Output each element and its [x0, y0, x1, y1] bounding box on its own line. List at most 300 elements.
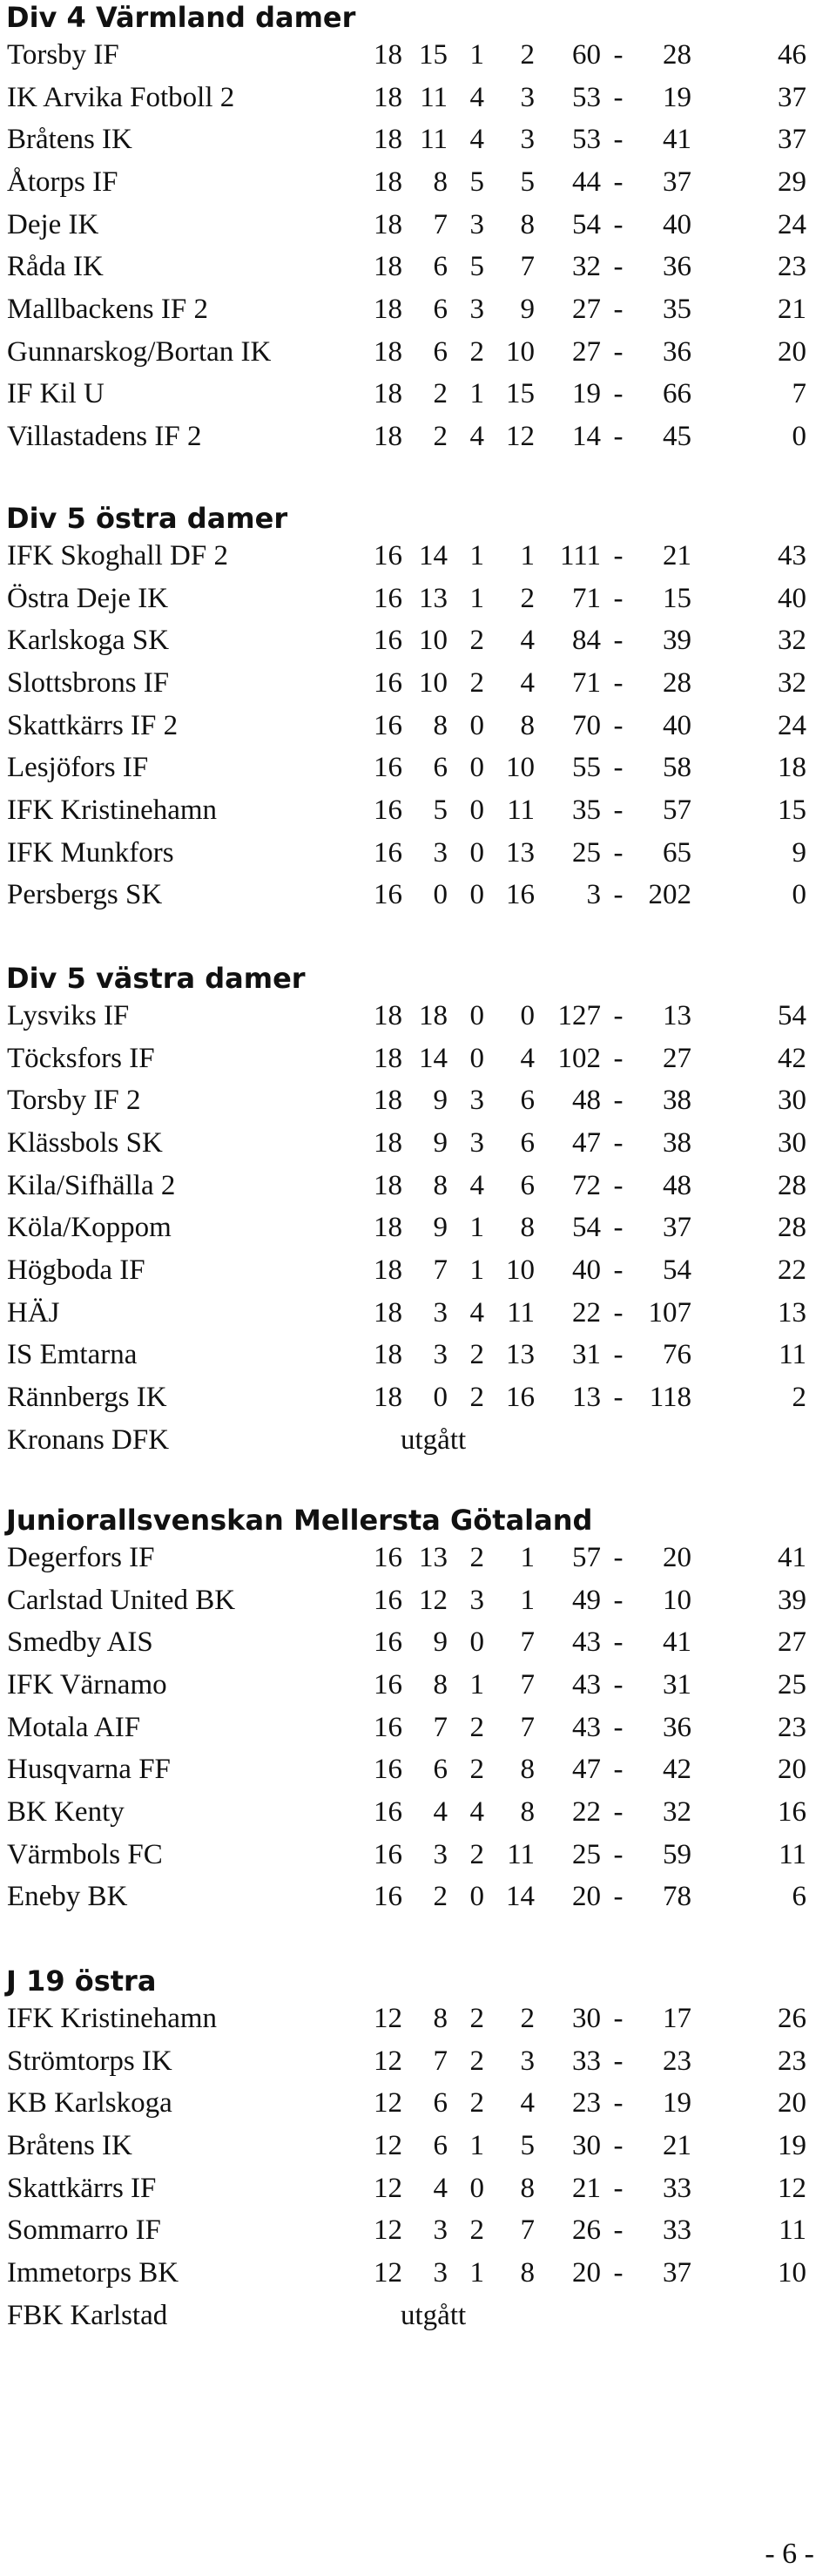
- goals-for-cell: 26: [572, 2214, 601, 2246]
- team-name: Åtorps IF: [7, 166, 118, 198]
- lost-cell: 1: [520, 540, 535, 571]
- points-cell: 24: [778, 710, 806, 741]
- table-row: [0, 1837, 836, 1872]
- goals-against-cell: 58: [663, 752, 691, 783]
- won-cell: 18: [419, 1000, 448, 1031]
- table-row: [0, 335, 836, 369]
- team-name: Köla/Koppom: [7, 1212, 172, 1243]
- team-name: Värmbols FC: [7, 1839, 163, 1870]
- goals-against-cell: 37: [663, 2257, 691, 2289]
- goals-for-cell: 70: [572, 710, 601, 741]
- goals-for-cell: 30: [572, 2130, 601, 2161]
- goals-against-cell: 23: [663, 2045, 691, 2077]
- score-separator: -: [613, 2173, 624, 2204]
- team-name: IK Arvika Fotboll 2: [7, 82, 235, 113]
- lost-cell: 6: [520, 1127, 535, 1159]
- played-cell: 12: [374, 2087, 402, 2119]
- score-separator: -: [613, 82, 624, 113]
- lost-cell: 16: [506, 1382, 535, 1413]
- table-row: [0, 793, 836, 828]
- score-separator: -: [613, 1382, 624, 1413]
- team-name: Persbergs SK: [7, 879, 163, 910]
- goals-against-cell: 36: [663, 251, 691, 282]
- drawn-cell: 3: [469, 1085, 484, 1116]
- drawn-cell: 2: [469, 1839, 484, 1870]
- score-separator: -: [613, 583, 624, 614]
- won-cell: 14: [419, 540, 448, 571]
- lost-cell: 2: [520, 2003, 535, 2034]
- played-cell: 18: [374, 124, 402, 155]
- played-cell: 18: [374, 1297, 402, 1329]
- score-separator: -: [613, 2130, 624, 2161]
- points-cell: 9: [792, 837, 806, 869]
- goals-for-cell: 72: [572, 1170, 601, 1201]
- points-cell: 12: [778, 2173, 806, 2204]
- won-cell: 7: [433, 2045, 448, 2077]
- drawn-cell: 0: [469, 752, 484, 783]
- drawn-cell: 1: [469, 2257, 484, 2289]
- goals-for-cell: 22: [572, 1297, 601, 1329]
- section-title: Div 4 Värmland damer: [6, 1, 356, 34]
- team-name: Bråtens IK: [7, 2130, 132, 2161]
- played-cell: 18: [374, 82, 402, 113]
- lost-cell: 3: [520, 2045, 535, 2077]
- goals-against-cell: 28: [663, 667, 691, 699]
- played-cell: 12: [374, 2045, 402, 2077]
- table-row: [0, 1625, 836, 1660]
- points-cell: 42: [778, 1043, 806, 1074]
- drawn-cell: 5: [469, 251, 484, 282]
- won-cell: 9: [433, 1626, 448, 1658]
- team-name: IFK Kristinehamn: [7, 794, 218, 826]
- goals-for-cell: 49: [572, 1585, 601, 1616]
- score-separator: -: [613, 2087, 624, 2119]
- won-cell: 6: [433, 2130, 448, 2161]
- goals-against-cell: 118: [649, 1382, 691, 1413]
- score-separator: -: [613, 1297, 624, 1329]
- lost-cell: 6: [520, 1085, 535, 1116]
- table-row: [0, 538, 836, 573]
- won-cell: 2: [433, 421, 448, 452]
- goals-for-cell: 54: [572, 209, 601, 240]
- team-name: Kronans DFK: [7, 1424, 170, 1456]
- won-cell: 3: [433, 2257, 448, 2289]
- drawn-cell: 4: [469, 82, 484, 113]
- table-row: [0, 1423, 836, 1457]
- lost-cell: 1: [520, 1585, 535, 1616]
- played-cell: 18: [374, 166, 402, 198]
- table-row: [0, 750, 836, 785]
- drawn-cell: 1: [469, 378, 484, 409]
- won-cell: 7: [433, 1254, 448, 1286]
- played-cell: 16: [374, 710, 402, 741]
- goals-for-cell: 43: [572, 1669, 601, 1700]
- played-cell: 18: [374, 378, 402, 409]
- goals-for-cell: 47: [572, 1127, 601, 1159]
- score-separator: -: [613, 1796, 624, 1828]
- won-cell: 7: [433, 1712, 448, 1743]
- team-name: Gunnarskog/Bortan IK: [7, 336, 272, 368]
- drawn-cell: 0: [469, 794, 484, 826]
- team-name: Råda IK: [7, 251, 104, 282]
- goals-against-cell: 41: [663, 124, 691, 155]
- table-row: [0, 2298, 836, 2333]
- goals-for-cell: 43: [572, 1712, 601, 1743]
- lost-cell: 9: [520, 294, 535, 325]
- team-name: IFK Värnamo: [7, 1669, 167, 1700]
- table-row: [0, 122, 836, 157]
- goals-for-cell: 71: [572, 667, 601, 699]
- goals-against-cell: 36: [663, 1712, 691, 1743]
- team-name: Lysviks IF: [7, 1000, 130, 1031]
- drawn-cell: 3: [469, 1127, 484, 1159]
- played-cell: 18: [374, 1085, 402, 1116]
- points-cell: 43: [778, 540, 806, 571]
- points-cell: 2: [792, 1382, 806, 1413]
- won-cell: 9: [433, 1127, 448, 1159]
- score-separator: -: [613, 1043, 624, 1074]
- goals-for-cell: 127: [557, 1000, 601, 1031]
- score-separator: -: [613, 124, 624, 155]
- points-cell: 15: [778, 794, 806, 826]
- played-cell: 18: [374, 336, 402, 368]
- lost-cell: 4: [520, 625, 535, 656]
- played-cell: 18: [374, 251, 402, 282]
- lost-cell: 3: [520, 82, 535, 113]
- score-separator: -: [613, 540, 624, 571]
- played-cell: 18: [374, 1127, 402, 1159]
- played-cell: 12: [374, 2003, 402, 2034]
- lost-cell: 4: [520, 667, 535, 699]
- goals-against-cell: 19: [663, 82, 691, 113]
- table-row: [0, 207, 836, 242]
- drawn-cell: 1: [469, 1254, 484, 1286]
- table-row: [0, 1795, 836, 1829]
- drawn-cell: 3: [469, 209, 484, 240]
- played-cell: 18: [374, 1212, 402, 1243]
- played-cell: 18: [374, 421, 402, 452]
- points-cell: 20: [778, 336, 806, 368]
- score-separator: -: [613, 1585, 624, 1616]
- team-name: Skattkärrs IF: [7, 2173, 157, 2204]
- goals-against-cell: 45: [663, 421, 691, 452]
- table-row: [0, 877, 836, 912]
- lost-cell: 14: [506, 1881, 535, 1912]
- goals-for-cell: 25: [572, 1839, 601, 1870]
- goals-against-cell: 48: [663, 1170, 691, 1201]
- table-row: [0, 666, 836, 700]
- table-row: [0, 1337, 836, 1372]
- score-separator: -: [613, 710, 624, 741]
- goals-against-cell: 33: [663, 2173, 691, 2204]
- team-name: HÄJ: [7, 1297, 60, 1329]
- played-cell: 18: [374, 1339, 402, 1370]
- lost-cell: 7: [520, 1712, 535, 1743]
- score-separator: -: [613, 1626, 624, 1658]
- played-cell: 12: [374, 2214, 402, 2246]
- points-cell: 28: [778, 1170, 806, 1201]
- lost-cell: 12: [506, 421, 535, 452]
- table-row: [0, 2171, 836, 2206]
- score-separator: -: [613, 2214, 624, 2246]
- goals-against-cell: 31: [663, 1669, 691, 1700]
- played-cell: 16: [374, 879, 402, 910]
- table-row: [0, 998, 836, 1033]
- goals-against-cell: 202: [648, 879, 691, 910]
- played-cell: 16: [374, 1585, 402, 1616]
- won-cell: 13: [419, 583, 448, 614]
- won-cell: 6: [433, 251, 448, 282]
- lost-cell: 8: [520, 710, 535, 741]
- played-cell: 16: [374, 752, 402, 783]
- played-cell: 16: [374, 540, 402, 571]
- points-cell: 18: [778, 752, 806, 783]
- played-cell: 18: [374, 209, 402, 240]
- score-separator: -: [613, 209, 624, 240]
- score-separator: -: [613, 1170, 624, 1201]
- goals-for-cell: 53: [572, 124, 601, 155]
- goals-against-cell: 35: [663, 294, 691, 325]
- table-row: [0, 1380, 836, 1415]
- score-separator: -: [613, 1542, 624, 1573]
- goals-for-cell: 22: [572, 1796, 601, 1828]
- lost-cell: 8: [520, 1754, 535, 1785]
- played-cell: 16: [374, 1626, 402, 1658]
- drawn-cell: 2: [469, 1339, 484, 1370]
- played-cell: 16: [374, 1754, 402, 1785]
- played-cell: 18: [374, 1254, 402, 1286]
- lost-cell: 7: [520, 1669, 535, 1700]
- table-row: [0, 1041, 836, 1076]
- team-name: Smedby AIS: [7, 1626, 153, 1658]
- table-row: [0, 708, 836, 743]
- points-cell: 22: [778, 1254, 806, 1286]
- points-cell: 21: [778, 294, 806, 325]
- points-cell: 0: [792, 421, 806, 452]
- lost-cell: 7: [520, 1626, 535, 1658]
- score-separator: -: [613, 251, 624, 282]
- score-separator: -: [613, 2003, 624, 2034]
- won-cell: 6: [433, 294, 448, 325]
- drawn-cell: 2: [469, 336, 484, 368]
- team-name: Högboda IF: [7, 1254, 145, 1286]
- goals-for-cell: 23: [572, 2087, 601, 2119]
- team-name: Villastadens IF 2: [7, 421, 202, 452]
- goals-against-cell: 66: [663, 378, 691, 409]
- score-separator: -: [613, 294, 624, 325]
- drawn-cell: 2: [469, 2045, 484, 2077]
- drawn-cell: 3: [469, 294, 484, 325]
- lost-cell: 8: [520, 209, 535, 240]
- table-row: [0, 2001, 836, 2036]
- points-cell: 23: [778, 2045, 806, 2077]
- goals-against-cell: 76: [663, 1339, 691, 1370]
- drawn-cell: 3: [469, 1585, 484, 1616]
- lost-cell: 8: [520, 1796, 535, 1828]
- goals-for-cell: 43: [572, 1626, 601, 1658]
- goals-against-cell: 41: [663, 1626, 691, 1658]
- goals-for-cell: 48: [572, 1085, 601, 1116]
- team-name: Östra Deje IK: [7, 583, 169, 614]
- team-name: Kila/Sifhälla 2: [7, 1170, 176, 1201]
- played-cell: 16: [374, 1839, 402, 1870]
- goals-against-cell: 107: [648, 1297, 691, 1329]
- team-name: IS Emtarna: [7, 1339, 138, 1370]
- points-cell: 23: [778, 1712, 806, 1743]
- score-separator: -: [613, 1754, 624, 1785]
- points-cell: 11: [779, 2214, 806, 2246]
- score-separator: -: [613, 421, 624, 452]
- score-separator: -: [613, 2257, 624, 2289]
- drawn-cell: 5: [469, 166, 484, 198]
- points-cell: 23: [778, 251, 806, 282]
- played-cell: 16: [374, 1542, 402, 1573]
- score-separator: -: [613, 1339, 624, 1370]
- table-row: [0, 2086, 836, 2120]
- points-cell: 28: [778, 1212, 806, 1243]
- goals-against-cell: 65: [663, 837, 691, 869]
- score-separator: -: [613, 1254, 624, 1286]
- points-cell: 39: [778, 1585, 806, 1616]
- score-separator: -: [613, 1712, 624, 1743]
- team-name: Eneby BK: [7, 1881, 128, 1912]
- drawn-cell: 0: [469, 2173, 484, 2204]
- table-row: [0, 249, 836, 284]
- won-cell: 6: [433, 1754, 448, 1785]
- score-separator: -: [613, 2045, 624, 2077]
- table-row: [0, 2213, 836, 2248]
- score-separator: -: [613, 39, 624, 71]
- drawn-cell: 2: [469, 1754, 484, 1785]
- points-cell: 30: [778, 1085, 806, 1116]
- lost-cell: 3: [520, 124, 535, 155]
- lost-cell: 5: [520, 2130, 535, 2161]
- played-cell: 16: [374, 625, 402, 656]
- drawn-cell: 0: [469, 1000, 484, 1031]
- drawn-cell: 1: [469, 583, 484, 614]
- drawn-cell: 1: [469, 1212, 484, 1243]
- goals-against-cell: 37: [663, 166, 691, 198]
- goals-for-cell: 60: [572, 39, 601, 71]
- played-cell: 16: [374, 1796, 402, 1828]
- won-cell: 11: [420, 124, 448, 155]
- goals-for-cell: 3: [586, 879, 601, 910]
- team-name: FBK Karlstad: [7, 2300, 168, 2331]
- won-cell: 7: [433, 209, 448, 240]
- lost-cell: 0: [520, 1000, 535, 1031]
- score-separator: -: [613, 879, 624, 910]
- status-note: utgått: [401, 1424, 467, 1456]
- team-name: Mallbackens IF 2: [7, 294, 208, 325]
- played-cell: 18: [374, 1000, 402, 1031]
- points-cell: 6: [792, 1881, 806, 1912]
- won-cell: 6: [433, 336, 448, 368]
- won-cell: 9: [433, 1085, 448, 1116]
- score-separator: -: [613, 667, 624, 699]
- goals-against-cell: 19: [663, 2087, 691, 2119]
- lost-cell: 4: [520, 2087, 535, 2119]
- goals-against-cell: 38: [663, 1085, 691, 1116]
- won-cell: 8: [433, 1170, 448, 1201]
- won-cell: 3: [433, 2214, 448, 2246]
- played-cell: 12: [374, 2257, 402, 2289]
- score-separator: -: [613, 1085, 624, 1116]
- points-cell: 16: [778, 1796, 806, 1828]
- status-note: utgått: [401, 2300, 467, 2331]
- goals-against-cell: 21: [663, 540, 691, 571]
- drawn-cell: 4: [469, 1170, 484, 1201]
- goals-for-cell: 14: [572, 421, 601, 452]
- lost-cell: 10: [506, 1254, 535, 1286]
- score-separator: -: [613, 1127, 624, 1159]
- goals-against-cell: 21: [663, 2130, 691, 2161]
- goals-for-cell: 27: [572, 336, 601, 368]
- table-row: [0, 1295, 836, 1330]
- lost-cell: 6: [520, 1170, 535, 1201]
- points-cell: 30: [778, 1127, 806, 1159]
- score-separator: -: [613, 794, 624, 826]
- drawn-cell: 0: [469, 837, 484, 869]
- goals-for-cell: 102: [557, 1043, 601, 1074]
- table-row: [0, 419, 836, 454]
- lost-cell: 16: [506, 879, 535, 910]
- team-name: Sommarro IF: [7, 2214, 161, 2246]
- section-title: Div 5 östra damer: [6, 502, 288, 535]
- team-name: KB Karlskoga: [7, 2087, 172, 2119]
- team-name: Karlskoga SK: [7, 625, 170, 656]
- lost-cell: 8: [520, 2257, 535, 2289]
- lost-cell: 7: [520, 2214, 535, 2246]
- table-row: [0, 1253, 836, 1288]
- goals-against-cell: 20: [663, 1542, 691, 1573]
- points-cell: 20: [778, 1754, 806, 1785]
- points-cell: 11: [779, 1339, 806, 1370]
- team-name: Husqvarna FF: [7, 1754, 171, 1785]
- goals-against-cell: 40: [663, 710, 691, 741]
- lost-cell: 5: [520, 166, 535, 198]
- points-cell: 10: [778, 2257, 806, 2289]
- drawn-cell: 2: [469, 1382, 484, 1413]
- won-cell: 6: [433, 2087, 448, 2119]
- won-cell: 5: [433, 794, 448, 826]
- section-title: Juniorallsvenskan Mellersta Götaland: [6, 1504, 593, 1537]
- lost-cell: 11: [507, 1297, 535, 1329]
- goals-for-cell: 13: [572, 1382, 601, 1413]
- table-row: [0, 1168, 836, 1203]
- played-cell: 16: [374, 1881, 402, 1912]
- goals-against-cell: 33: [663, 2214, 691, 2246]
- table-row: [0, 1540, 836, 1575]
- lost-cell: 2: [520, 39, 535, 71]
- table-row: [0, 1126, 836, 1160]
- goals-against-cell: 37: [663, 1212, 691, 1243]
- lost-cell: 8: [520, 2173, 535, 2204]
- points-cell: 32: [778, 625, 806, 656]
- won-cell: 0: [433, 879, 448, 910]
- goals-against-cell: 54: [663, 1254, 691, 1286]
- goals-for-cell: 33: [572, 2045, 601, 2077]
- table-row: [0, 1752, 836, 1787]
- table-row: [0, 1879, 836, 1914]
- team-name: Strömtorps IK: [7, 2045, 172, 2077]
- won-cell: 11: [420, 82, 448, 113]
- lost-cell: 10: [506, 752, 535, 783]
- points-cell: 46: [778, 39, 806, 71]
- lost-cell: 8: [520, 1212, 535, 1243]
- played-cell: 16: [374, 1669, 402, 1700]
- played-cell: 18: [374, 1382, 402, 1413]
- goals-for-cell: 71: [572, 583, 601, 614]
